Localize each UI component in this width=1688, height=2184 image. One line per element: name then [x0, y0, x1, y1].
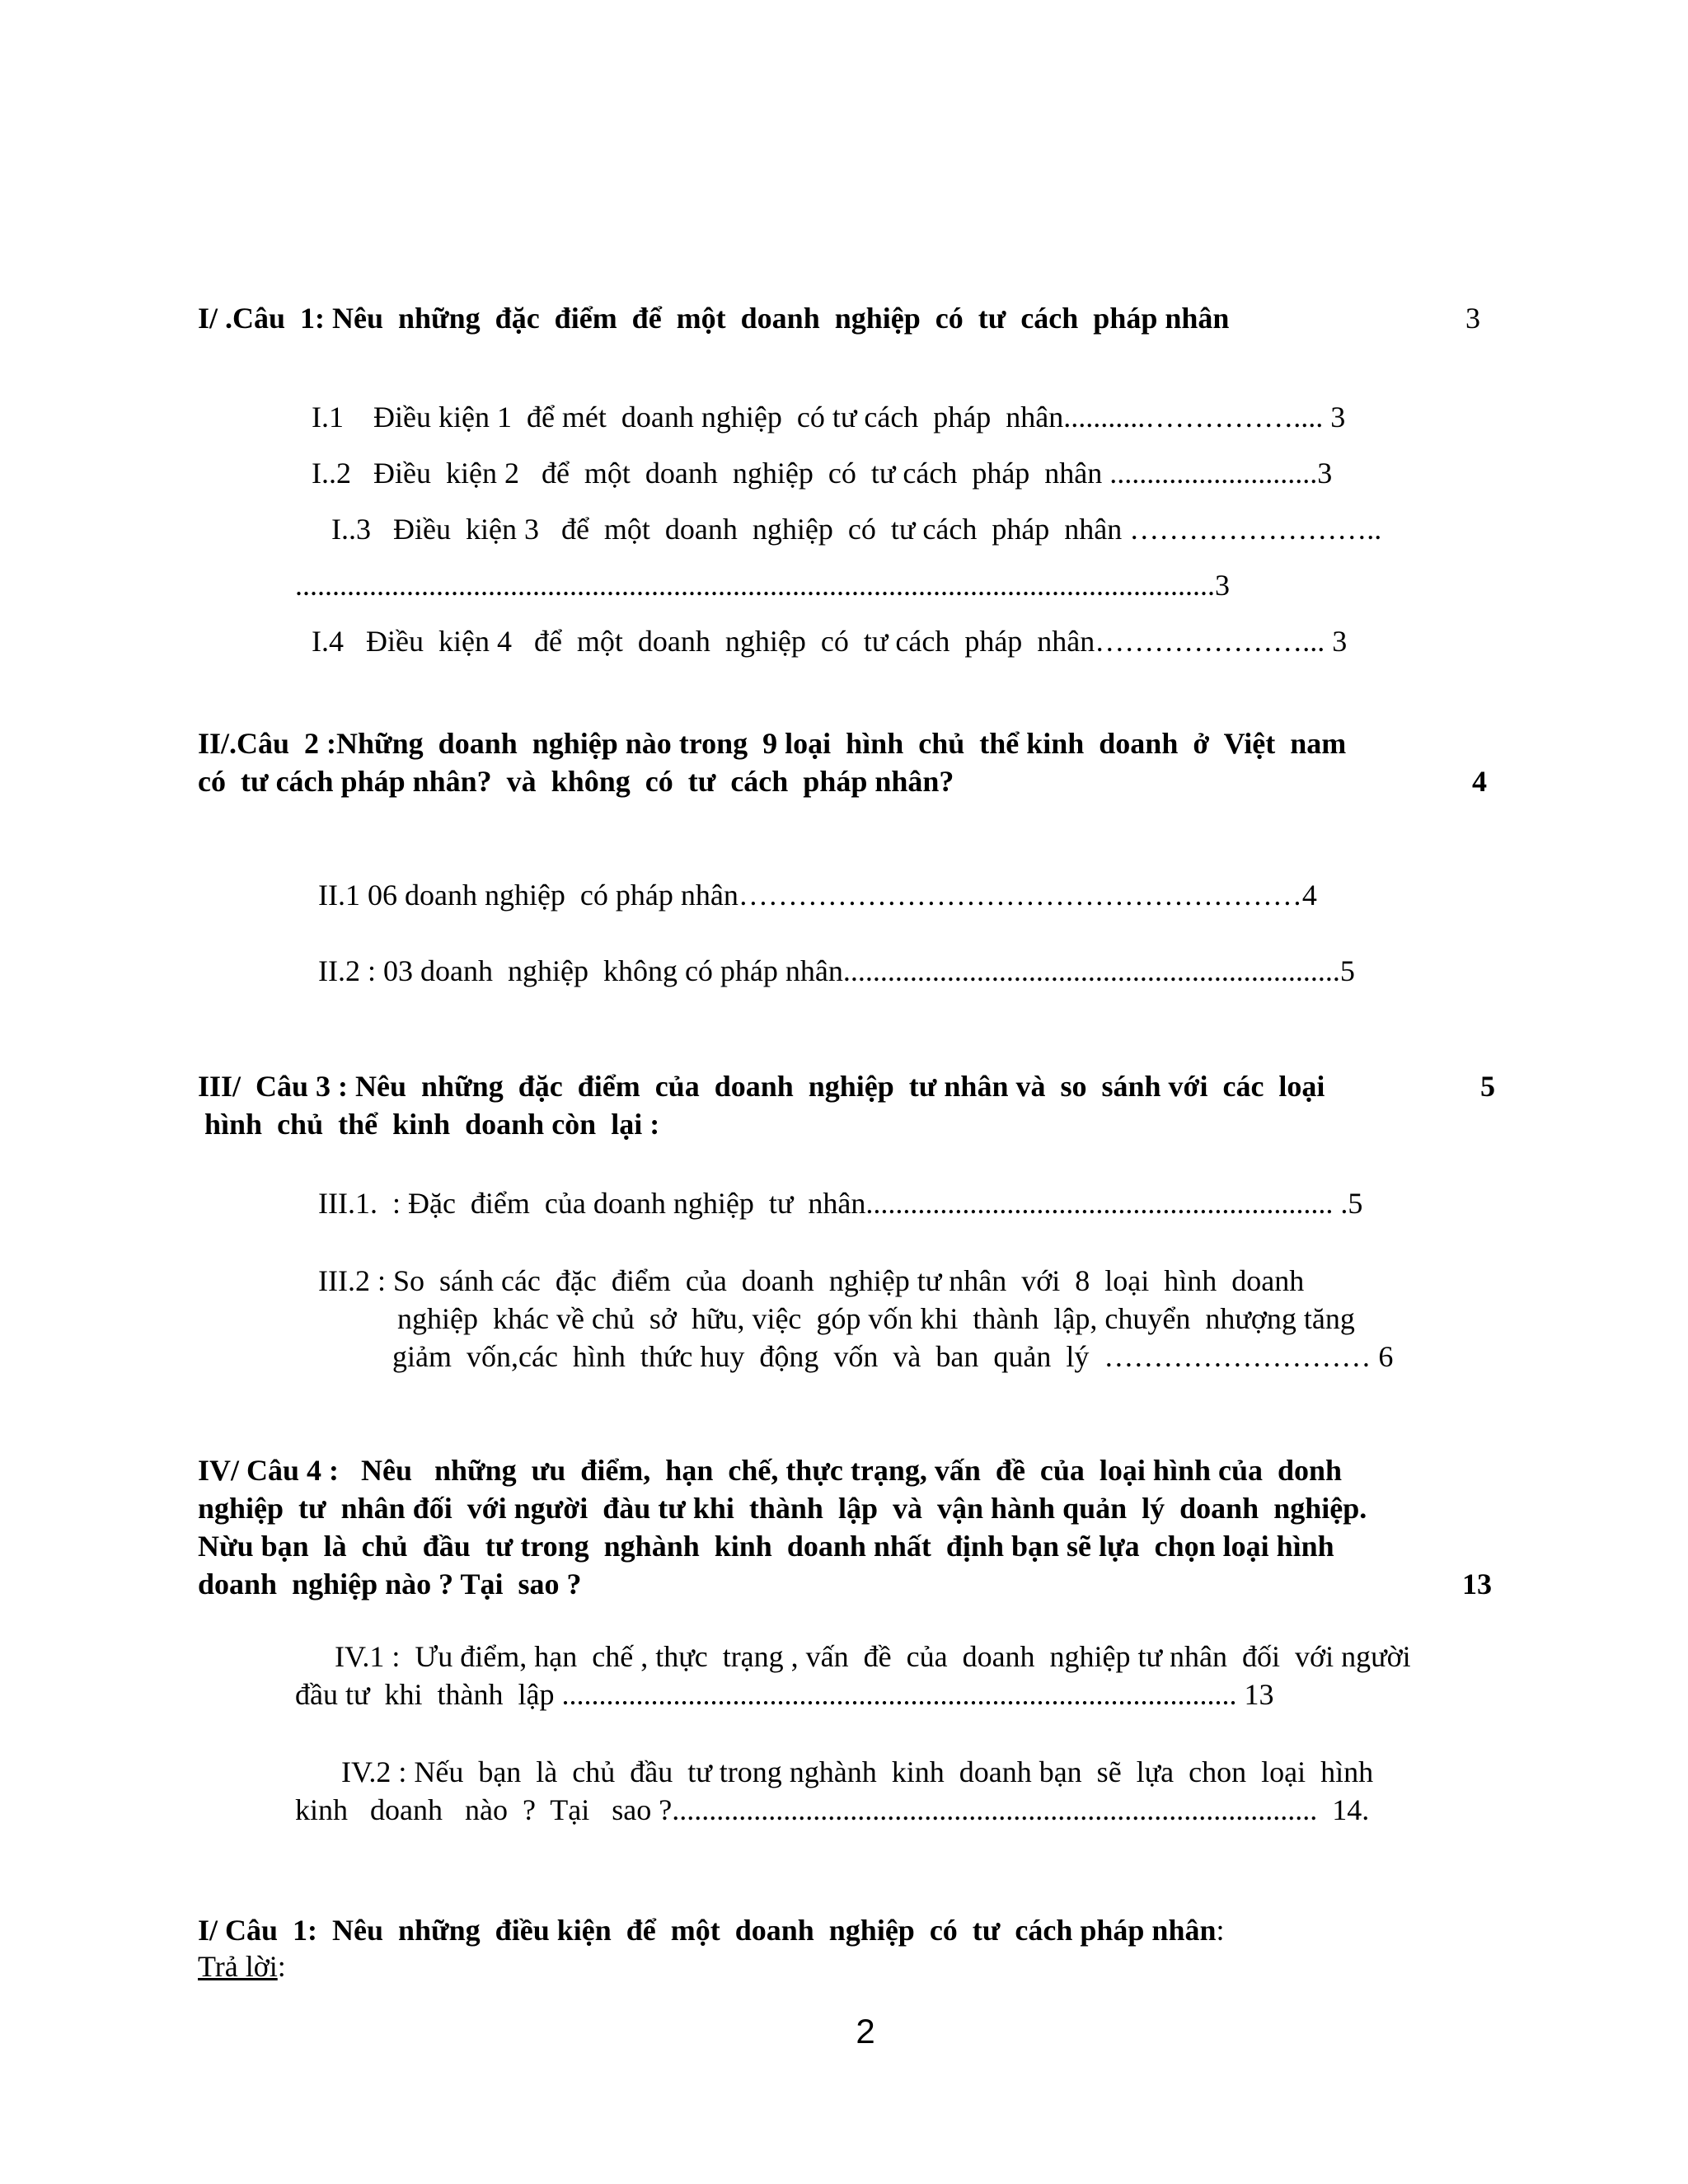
toc-section-4-title-line3: Nừu bạn là chủ đầu tư trong nghành kinh doanh nhất định bạn sẽ lựa chọn loại hình — [198, 1530, 1334, 1563]
toc-section-1-title: I/ .Câu 1: Nêu những đặc điểm để một doanh nghiệp có tư cách pháp nhân — [198, 302, 1230, 335]
toc-item-1-3: I..3 Điều kiện 3 để một doanh nghiệp có tư cách pháp nhân …………………….. — [331, 513, 1382, 546]
toc-item-1-1: I.1 Điều kiện 1 để mét doanh nghiệp có tư cách pháp nhân...........…………….... 3 — [312, 401, 1346, 434]
toc-item-3-2-line1: III.2 : So sánh các đặc điểm của doanh nghiệp tư nhân với 8 loại hình doanh — [318, 1264, 1305, 1297]
toc-section-3-title-line2: hình chủ thể kinh doanh còn lại : — [204, 1108, 660, 1141]
section-1-heading — [198, 1914, 1225, 1947]
toc-item-3-2-line2: nghiệp khác về chủ sở hữu, việc góp vốn khi thành lập, chuyển nhượng tăng — [397, 1302, 1355, 1335]
toc-item-2-1: II.1 06 doanh nghiệp có pháp nhân…………………………………………………4 — [318, 879, 1317, 912]
answer-label-text: Trả lời — [198, 1950, 278, 1983]
toc-item-1-3-leader: ............................................................................................................................3 — [295, 569, 1230, 602]
toc-section-2-title-line1: II/.Câu 2 :Những doanh nghiệp nào trong 9 loại hình chủ thể kinh doanh ở Việt nam — [198, 727, 1347, 760]
toc-item-1-4: I.4 Điều kiện 4 để một doanh nghiệp có tư cách pháp nhân…………………... 3 — [312, 625, 1348, 658]
toc-section-2-page: 4 — [1472, 765, 1487, 798]
toc-item-2-2: II.2 : 03 doanh nghiệp không có pháp nhân...................................................................5 — [318, 954, 1355, 987]
page-number: 2 — [856, 2012, 875, 2050]
answer-label-colon: : — [277, 1950, 286, 1983]
toc-item-4-1-line2: đầu tư khi thành lập ........................................................................................... 13 — [295, 1678, 1274, 1711]
toc-item-3-1: III.1. : Đặc điểm của doanh nghiệp tư nhân............................................................... .5 — [318, 1187, 1363, 1220]
toc-section-4-title-line4: doanh nghiệp nào ? Tại sao ? — [198, 1568, 582, 1601]
answer-label — [198, 1950, 286, 1983]
toc-section-3-page: 5 — [1480, 1070, 1495, 1103]
toc-section-2-title-line2: có tư cách pháp nhân? và không có tư cách pháp nhân? — [198, 765, 954, 798]
section-1-heading-colon: : — [1216, 1914, 1225, 1947]
toc-section-4-page: 13 — [1462, 1568, 1492, 1601]
toc-section-3-title-line1: III/ Câu 3 : Nêu những đặc điểm của doanh nghiệp tư nhân và so sánh với các loại — [198, 1070, 1325, 1103]
toc-section-1-page: 3 — [1465, 302, 1480, 335]
toc-item-1-2: I..2 Điều kiện 2 để một doanh nghiệp có tư cách pháp nhân ............................3 — [312, 457, 1333, 490]
toc-item-3-2-line3: giảm vốn,các hình thức huy động vốn và ban quản lý ……………………… 6 — [392, 1340, 1394, 1373]
toc-section-4-title-line1: IV/ Câu 4 : Nêu những ưu điểm, hạn chế, thực trạng, vấn đề của loại hình của donh — [198, 1454, 1343, 1487]
toc-item-4-2-line2: kinh doanh nào ? Tại sao ?....................................................................................... 14. — [295, 1793, 1370, 1826]
toc-section-4-title-line2: nghiệp tư nhân đối với người đàu tư khi thành lập và vận hành quản lý doanh nghiệp. — [198, 1492, 1367, 1525]
toc-item-4-2-line1: IV.2 : Nếu bạn là chủ đầu tư trong nghành kinh doanh bạn sẽ lựa chon loại hình — [341, 1755, 1374, 1788]
section-1-heading-text: I/ Câu 1: Nêu những điều kiện để một doanh nghiệp có tư cách pháp nhân — [198, 1914, 1217, 1947]
toc-item-4-1-line1: IV.1 : Ưu điểm, hạn chế , thực trạng , vấn đề của doanh nghiệp tư nhân đối với người — [335, 1640, 1411, 1673]
